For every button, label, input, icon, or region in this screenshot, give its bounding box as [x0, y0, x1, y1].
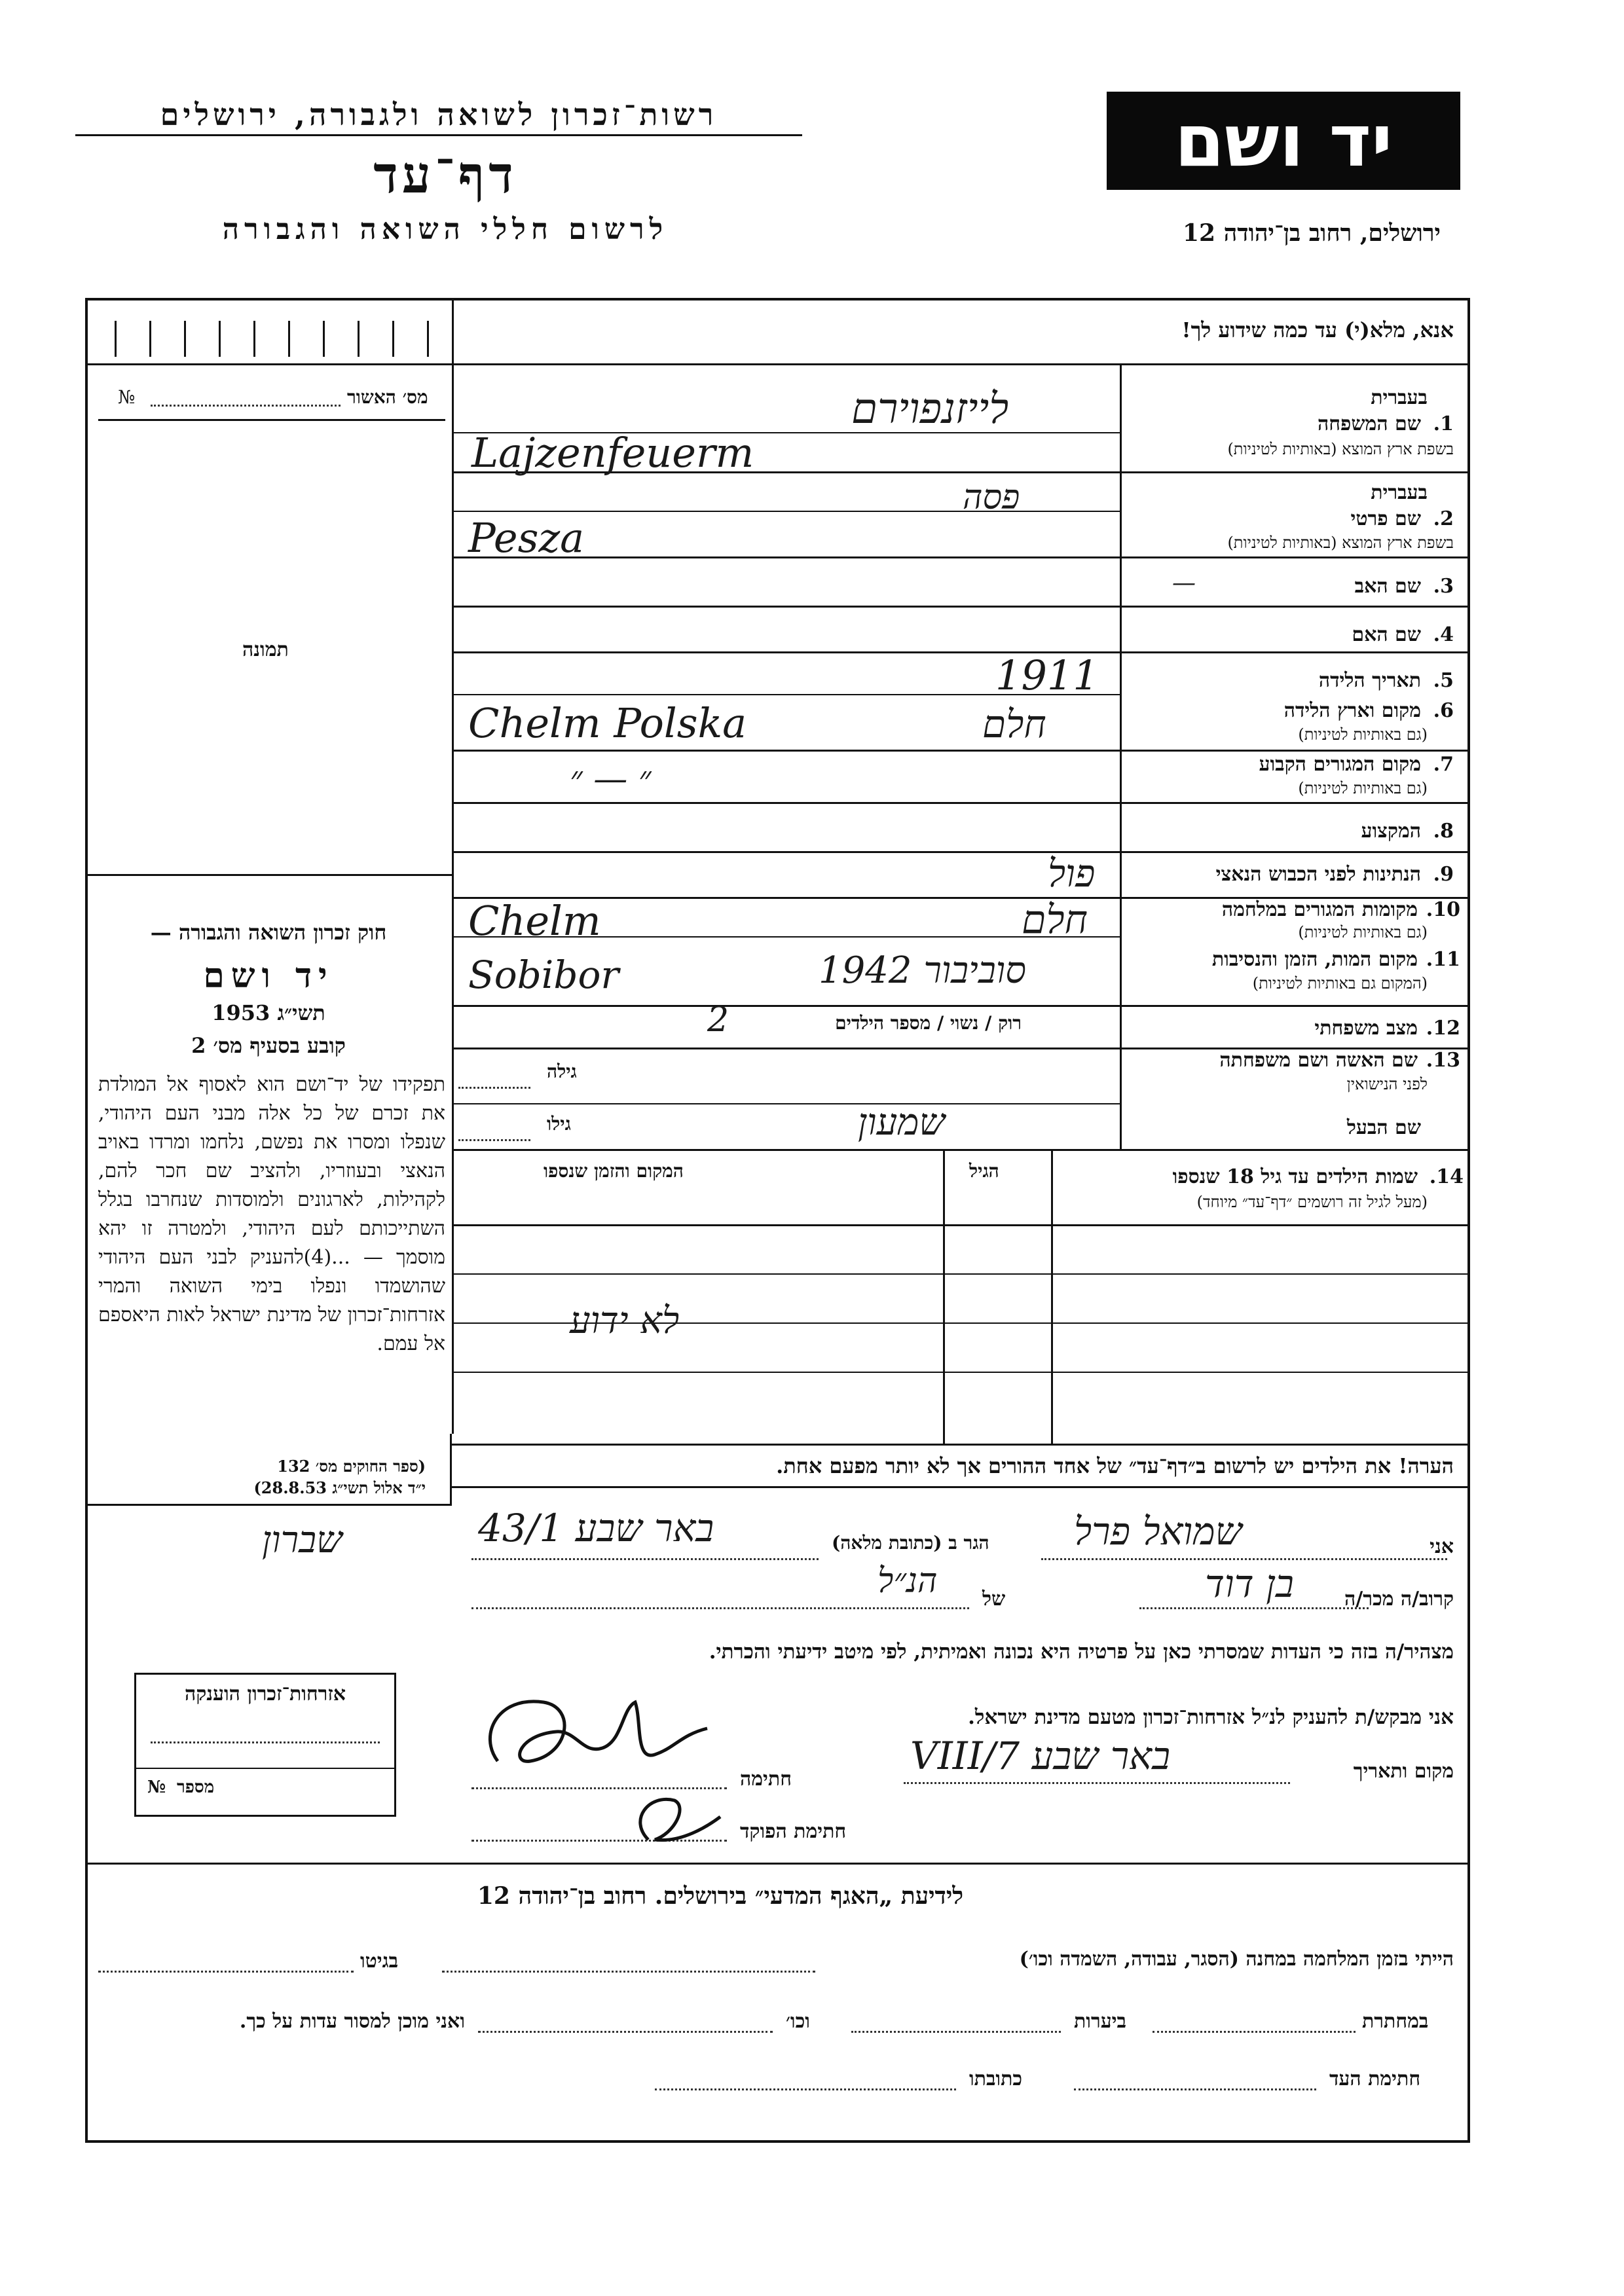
tick — [219, 321, 221, 357]
underground-field[interactable] — [1153, 2031, 1356, 2033]
left-column-divider — [452, 298, 454, 1434]
place-date-label: מקום ותאריך — [1353, 1760, 1454, 1783]
field-2-sub: בשפת ארץ המוצא (באותיות לטיניות) — [1227, 534, 1454, 552]
tick — [184, 321, 186, 357]
birthplace-latin-value[interactable]: Chelm Polska — [468, 699, 747, 747]
tick — [149, 321, 151, 357]
field-6-sub: (גם באותיות לטיניות) — [1298, 725, 1428, 744]
etc-field[interactable] — [478, 2031, 773, 2033]
photo-label: תמונה — [242, 638, 289, 661]
approval-label: מס׳ האשור — [347, 386, 428, 408]
place-date-value[interactable]: באר שבע 7/VIII — [910, 1734, 1171, 1778]
field-7-label: מקום המגורים הקבוע — [1259, 753, 1421, 776]
field-6-label: מקום וארץ הלידה — [1283, 699, 1421, 722]
children-row-line — [452, 1372, 1470, 1373]
children-num: 14. — [1429, 1165, 1464, 1188]
of-value[interactable]: הנ״ל — [877, 1561, 938, 1601]
field-13-num: 13. — [1426, 1049, 1460, 1072]
approval-field[interactable] — [151, 405, 341, 407]
row-line — [452, 1149, 1470, 1151]
bottom-line3-b: כתובתו — [969, 2068, 1023, 2090]
field-7-sub: (גם באותיות לטיניות) — [1298, 779, 1428, 797]
bottom-line3-a: חתימת העד — [1329, 2068, 1421, 2090]
relation-label: קרוב/ה מכר/ה — [1344, 1588, 1454, 1611]
row-line — [452, 1005, 1470, 1007]
bottom-line2-end: ואני מוכן למסור עדות על כך. — [239, 2010, 465, 2033]
relation-line — [1139, 1607, 1369, 1609]
declaration: מצהיר/ה בזה כי העדות שמסרתי כאן על פרטיה היא נכונה ואמיתית, לפי מיטב ידיעתי והכרתי. — [709, 1640, 1454, 1664]
field-11-sub: (המקום גם באותיות לטיניות) — [1252, 974, 1428, 993]
husband-label: שם הבעל — [1346, 1116, 1421, 1139]
declarant-address[interactable]: באר שבע 43/1 — [478, 1506, 714, 1550]
field-1-tag: בעברית — [1371, 386, 1428, 409]
children-col-divider — [1051, 1149, 1053, 1444]
field-13-label: שם האשה ושם משפחתה — [1219, 1049, 1418, 1072]
tick — [427, 321, 429, 357]
bottom-line2-b: ביערות — [1074, 2010, 1127, 2033]
field-1-sub: בשפת ארץ המוצא (באותיות לטיניות) — [1227, 440, 1454, 458]
declarant-name-line — [1041, 1558, 1447, 1560]
bottom-divider — [85, 1863, 1470, 1865]
official-signature-label: חתימת הפוקד — [740, 1820, 847, 1843]
field-8-label: המקצוע — [1361, 820, 1421, 843]
of-line — [471, 1607, 969, 1609]
children-sub: (מעל לגיל זה רושמים ״דף־עד״ מיוחד) — [1196, 1193, 1428, 1211]
field-10-sub: (גם באותיות לטיניות) — [1298, 923, 1428, 941]
bottom-line2-c: וכו׳ — [786, 2010, 810, 2033]
resides-label: הגר ב (כתובת מלאה) — [832, 1532, 989, 1554]
ani-label: אני — [1430, 1535, 1454, 1558]
law-box-frame — [85, 1434, 452, 1506]
note: הערה! את הילדים יש לרשום ב״דף־עד״ של אחד ההורים אך לא יותר מפעם אחת. — [776, 1453, 1454, 1478]
ghetto-field[interactable] — [98, 1971, 354, 1973]
row-line — [452, 556, 1470, 558]
death-place-latin[interactable]: Sobibor — [468, 953, 619, 997]
field-4-label: שם האם — [1352, 623, 1421, 646]
yad-vashem-logo — [1107, 92, 1460, 190]
husband-name-value[interactable]: שמעון — [858, 1101, 946, 1144]
top-row-line — [85, 363, 1470, 365]
tick — [288, 321, 290, 357]
wife-age-field[interactable] — [458, 1087, 530, 1089]
field-11-label: מקום המות, הזמן והנסיבות — [1211, 948, 1418, 971]
declarant-name[interactable]: שמואל פרל — [1074, 1509, 1242, 1554]
citizenship-title: אזרחות־זכרון הוענקה — [184, 1683, 346, 1705]
bottom-line1: הייתי בזמן המלחמה במחנה (הסגר, עבודה, השמדה וכו׳) — [1019, 1948, 1454, 1971]
surname-latin-value[interactable]: Lajzenfeuerm — [471, 429, 754, 477]
place-date-line — [904, 1782, 1290, 1784]
approval-number-sign: № — [118, 386, 136, 408]
children-row-line — [452, 1273, 1470, 1275]
children-col-age: הגיל — [969, 1160, 999, 1182]
address-line — [471, 1558, 819, 1560]
wartime-residence-latin[interactable]: Chelm — [468, 897, 601, 945]
field-9-label: הנתינות לפני הכבוש הנאצי — [1215, 863, 1421, 886]
field-2-label: שם פרטי — [1350, 507, 1421, 530]
official-signature — [602, 1781, 733, 1853]
field-2-num: 2. — [1433, 507, 1454, 530]
field-10-num: 10. — [1426, 898, 1460, 921]
children-bottom-line — [452, 1444, 1470, 1446]
citizenship-divider — [134, 1768, 396, 1769]
children-col-divider — [943, 1149, 945, 1444]
field-2-tag: בעברית — [1371, 481, 1428, 504]
citizenship-value[interactable]: פול — [1048, 851, 1096, 896]
firstname-hebrew-value[interactable]: פסה — [963, 478, 1020, 517]
citizenship-line — [151, 1741, 380, 1743]
field-12-label: מצב משפחתי — [1314, 1017, 1418, 1040]
row-line — [452, 750, 1470, 752]
field-4-num: 4. — [1433, 623, 1454, 646]
field-13-sub: לפני הנישואין — [1346, 1075, 1428, 1093]
of-label: של — [982, 1588, 1006, 1611]
law-title: חוק זכרון השואה והגבורה — — [150, 920, 387, 945]
forests-field[interactable] — [851, 2031, 1061, 2033]
father-name-value[interactable]: — — [1172, 570, 1196, 596]
tick — [115, 321, 117, 357]
children-value[interactable]: לא ידוע — [570, 1300, 680, 1342]
field-12-options: רוק / נשוי / מספר הילדים — [835, 1012, 1022, 1034]
tick — [253, 321, 255, 357]
field-3-num: 3. — [1433, 575, 1454, 598]
note-line — [452, 1486, 1470, 1488]
field-7-num: 7. — [1433, 753, 1454, 776]
authority-line: רשות־זכרון לשואה ולגבורה, ירושלים — [160, 97, 718, 132]
citizenship-number-sign: № — [147, 1777, 166, 1797]
bottom-line1-end: בגיטו — [360, 1950, 399, 1973]
surname-hebrew-value[interactable]: לייזנפוירם — [851, 385, 1009, 433]
death-place-hebrew[interactable]: סוביבור 1942 — [819, 949, 1026, 992]
citizenship-number-label: מספר — [177, 1777, 215, 1797]
field-1-label: שם המשפחה — [1317, 412, 1421, 435]
row-line — [452, 1103, 1120, 1104]
field-11-num: 11. — [1426, 948, 1460, 971]
margin-note: שברון — [262, 1519, 342, 1561]
row-line — [452, 651, 1470, 653]
children-label: שמות הילדים עד גיל 18 שנספו — [1172, 1165, 1418, 1188]
field-5-num: 5. — [1433, 669, 1454, 692]
law-year: תשי״ג 1953 — [212, 1000, 325, 1025]
children-count-value[interactable]: 2 — [707, 1000, 729, 1040]
field-1-num: 1. — [1433, 412, 1454, 435]
request: אני מבקש/ת להעניק לנ״ל אזרחות־זכרון מטעם מדינת ישראל. — [968, 1705, 1454, 1729]
label-column-divider — [1120, 363, 1122, 1149]
field-9-num: 9. — [1433, 863, 1454, 886]
bottom-line2-a: במחתרת — [1362, 2010, 1429, 2033]
birthdate-value[interactable]: 1911 — [995, 651, 1099, 699]
law-body: תפקידו של יד־ושם הוא לאסוף אל המולדת את זכרם של כל אלה מבני העם היהודי, שנפלו ומסרו את נפשם, נלחמו ומרדו באויב הנאצי ובעוזריו, ולהציב שם חכר להם, לקהילות, לארגונים ולמוסדות שנחרבו בגלל השתייכותם לעם היהודי, ולמטרה זו יהא מוסמך — ...(4)להעניק לבני העם היהודי שהושמדו ונפלו בימי השואה והמרי אזרחות־זכרון של מדינת ישראל לאות היאספם אל עמם. — [98, 1073, 446, 1355]
camp-field[interactable] — [442, 1971, 815, 1973]
tick — [323, 321, 325, 357]
row-line — [452, 851, 1470, 853]
husband-age-field[interactable] — [458, 1139, 530, 1141]
field-8-num: 8. — [1433, 820, 1454, 843]
law-footer-1: (ספר החוקים מס׳ 132 — [277, 1457, 426, 1476]
photo-bottom-line — [85, 874, 452, 876]
field-6-num: 6. — [1433, 699, 1454, 722]
witness-address-field[interactable] — [655, 2088, 956, 2090]
approval-underline — [98, 419, 445, 421]
birthplace-hebrew-value[interactable]: חלם — [982, 702, 1046, 746]
address: ירושלים, רחוב בן־יהודה 12 — [1182, 219, 1441, 247]
bottom-title: לידיעת „האגף המדעי״ בירושלים. רחוב בן־יהודה 12 — [477, 1882, 964, 1910]
law-footer-2: י״ד אלול תשי״ג 28.8.53) — [253, 1478, 426, 1497]
instruction: אנא, מלא(י) עד כמה שידוע לך! — [1181, 318, 1454, 342]
declarant-signature — [471, 1683, 720, 1794]
authority-underline — [75, 134, 802, 136]
signature-label: חתימה — [740, 1768, 792, 1791]
children-header-line — [452, 1224, 1470, 1226]
field-3-label: שם האב — [1354, 575, 1421, 598]
logo-text: יד ושם — [1174, 99, 1393, 183]
tick — [392, 321, 394, 357]
row-line — [452, 802, 1470, 804]
field-10-label: מקומות המגורים במלחמה — [1221, 898, 1418, 921]
barcode-strip — [98, 321, 445, 360]
row-line — [452, 606, 1470, 608]
law-name: יד ושם — [203, 956, 334, 996]
children-col-place: המקום והזמן שנספו — [544, 1160, 684, 1182]
firstname-latin-value[interactable]: Pesza — [468, 514, 585, 562]
residence-value[interactable]: ״ — ״ — [570, 759, 652, 799]
relation-value[interactable]: בן דוד — [1205, 1561, 1294, 1606]
wartime-residence-hebrew[interactable]: חלם — [1022, 897, 1088, 943]
husband-age-label: גילו — [547, 1113, 571, 1135]
wife-age-label: גילה — [547, 1061, 577, 1082]
field-12-num: 12. — [1426, 1017, 1460, 1040]
form-title: דף־עד — [373, 145, 517, 205]
witness-signature-field[interactable] — [1074, 2088, 1316, 2090]
field-5-label: תאריך הלידה — [1318, 669, 1421, 692]
tick — [358, 321, 360, 357]
form-subtitle: לרשום חללי השואה והגבורה — [222, 213, 669, 246]
law-section: קובע בסעיף מס׳ 2 — [191, 1033, 346, 1058]
